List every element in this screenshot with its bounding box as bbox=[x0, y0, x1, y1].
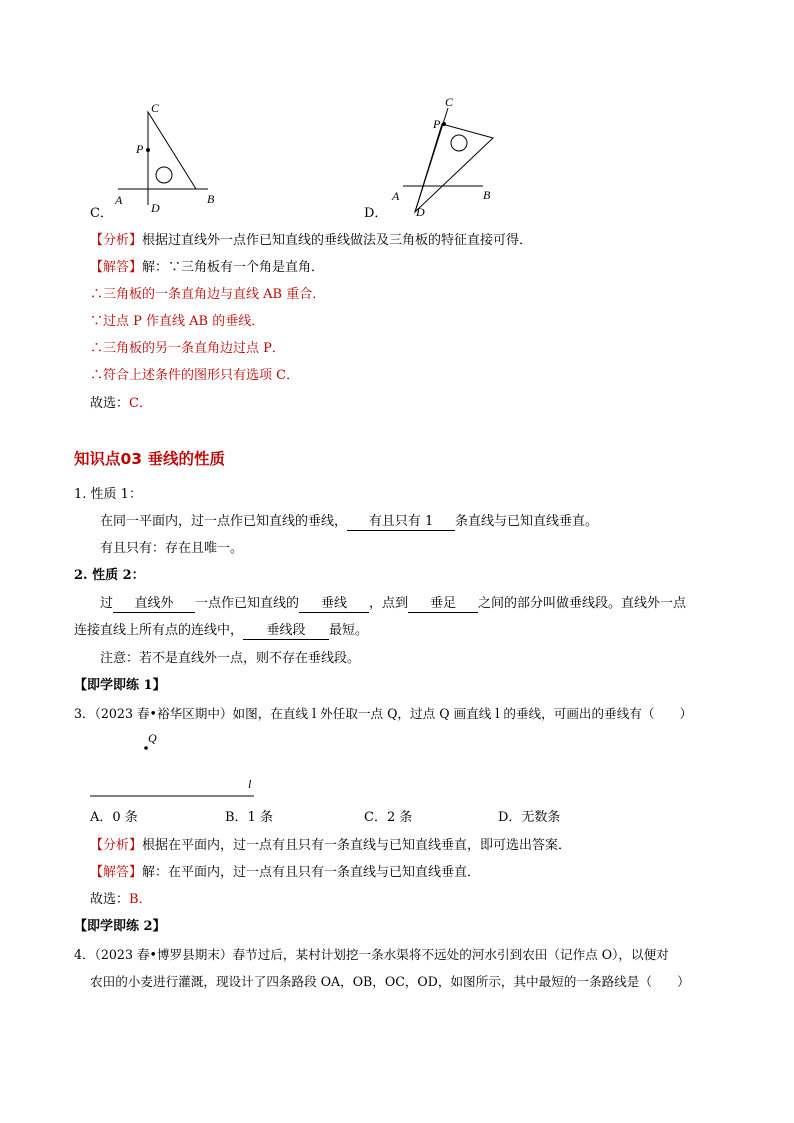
choice-prefix: 故选： bbox=[90, 396, 130, 411]
q3-option-c: C．2 条 bbox=[364, 810, 413, 825]
section-title: 知识点03 垂线的性质 bbox=[74, 450, 225, 468]
label-c: C bbox=[445, 95, 454, 109]
drill1-tag: 【即学即练 1】 bbox=[74, 678, 166, 693]
q4-line2: 农田的小麦进行灌溉，现设计了四条路段 OA，OB，OC，OD，如图所示，其中最短的一条路线是（ ） bbox=[90, 974, 690, 989]
prop1-line1 bbox=[100, 513, 598, 531]
choice-line bbox=[90, 395, 152, 413]
ruler-hole bbox=[156, 167, 172, 183]
label-d: D bbox=[151, 201, 160, 215]
q3-option-b: B．1 条 bbox=[225, 810, 273, 825]
label-b: B bbox=[207, 192, 215, 206]
ruler-hole bbox=[451, 135, 467, 151]
q3-choice-value: B． bbox=[129, 892, 152, 907]
prop1-text-a: 在同一平面内，过一点作已知直线的垂线， bbox=[100, 514, 348, 529]
answer-step-2: ∴三角板的一条直角边与直线 AB 重合． bbox=[90, 287, 326, 302]
prop1-text-b: 条直线与已知直线垂直。 bbox=[455, 514, 599, 529]
prop2-note: 注意：若不是直线外一点，则不存在垂线段。 bbox=[100, 651, 361, 666]
q3-choice-prefix: 故选： bbox=[90, 892, 130, 907]
answer-step-3: ∵过点 P 作直线 AB 的垂线． bbox=[90, 314, 265, 329]
label-c: C bbox=[151, 101, 160, 115]
q3-stem: 3．（2023 春•裕华区期中）如图，在直线 l 外任取一点 Q，过点 Q 画直线 l 的垂线，可画出的垂线有（ ） bbox=[74, 706, 693, 721]
prop2-line2 bbox=[74, 622, 368, 640]
label-q: Q bbox=[148, 731, 157, 745]
prop2-blank-3: 垂足 bbox=[408, 596, 478, 613]
q3-option-a: A．0 条 bbox=[90, 810, 138, 825]
prop2-blank-1: 直线外 bbox=[113, 596, 195, 613]
option-d-label: D． bbox=[364, 206, 388, 221]
label-a: A bbox=[115, 193, 123, 207]
q3-answer-text: 解：在平面内，过一点有且只有一条直线与已知直线垂直． bbox=[142, 865, 481, 880]
point-p bbox=[442, 122, 446, 126]
label-d: D bbox=[416, 205, 425, 219]
analysis-text: 根据过直线外一点作已知直线的垂线做法及三角板的特征直接可得． bbox=[142, 233, 533, 248]
q3-option-d: D．无数条 bbox=[498, 810, 561, 825]
label-b: B bbox=[483, 188, 491, 202]
q3-answer-tag: 【解答】 bbox=[90, 865, 143, 880]
answer-prefix: 解： bbox=[142, 260, 169, 275]
figure-option-d bbox=[385, 92, 505, 222]
answer-step-4: ∴三角板的另一条直角边过点 P． bbox=[90, 341, 285, 356]
point-q bbox=[144, 746, 148, 750]
answer-step-5: ∴符合上述条件的图形只有选项 C． bbox=[90, 368, 300, 383]
prop2-blank-2: 垂线 bbox=[299, 596, 369, 613]
prop2-text-6: 最短。 bbox=[329, 623, 369, 638]
label-a: A bbox=[392, 189, 400, 203]
q4-line1: 4．（2023 春•博罗县期末）春节过后，某村计划挖一条水渠将不远处的河水引到农田（记作点 O），以便对 bbox=[74, 947, 669, 962]
prop2-blank-4: 垂线段 bbox=[243, 623, 329, 640]
point-p bbox=[146, 148, 150, 152]
prop2-title: 2. 性质 2： bbox=[74, 568, 145, 583]
answer-step-1: ∵三角板有一个角是直角． bbox=[168, 260, 325, 275]
prop1-blank: 有且只有 1 bbox=[347, 514, 455, 531]
q3-analysis-text: 根据在平面内，过一点有且只有一条直线与已知直线垂直，即可选出答案． bbox=[142, 838, 572, 853]
q3-answer-line bbox=[90, 864, 480, 882]
label-p: P bbox=[136, 142, 144, 156]
figure-option-c bbox=[110, 98, 220, 218]
prop2-line1 bbox=[100, 595, 686, 613]
label-p: P bbox=[433, 117, 441, 131]
prop2-text-4: 之间的部分叫做垂线段。直线外一点 bbox=[478, 596, 687, 611]
label-l: l bbox=[248, 777, 252, 791]
prop2-text-3: ，点到 bbox=[369, 596, 409, 611]
prop2-text-1: 过 bbox=[100, 596, 114, 611]
answer-tag: 【解答】 bbox=[90, 260, 143, 275]
answer-line bbox=[90, 259, 324, 277]
choice-value: C． bbox=[129, 396, 152, 411]
q3-analysis-tag: 【分析】 bbox=[90, 838, 143, 853]
q3-analysis-line bbox=[90, 837, 571, 855]
prop2-text-2: 一点作已知直线的 bbox=[195, 596, 300, 611]
q3-figure bbox=[88, 728, 268, 800]
q3-choice-line bbox=[90, 891, 152, 909]
drill2-tag: 【即学即练 2】 bbox=[74, 919, 166, 934]
option-c-label: C． bbox=[90, 206, 113, 221]
analysis-tag: 【分析】 bbox=[90, 233, 143, 248]
prop1-title: 1. 性质 1： bbox=[74, 487, 142, 502]
prop2-text-5: 连接直线上所有点的连线中， bbox=[74, 623, 244, 638]
prop1-line2: 有且只有：存在且唯一。 bbox=[100, 541, 244, 556]
analysis-line bbox=[90, 232, 532, 250]
